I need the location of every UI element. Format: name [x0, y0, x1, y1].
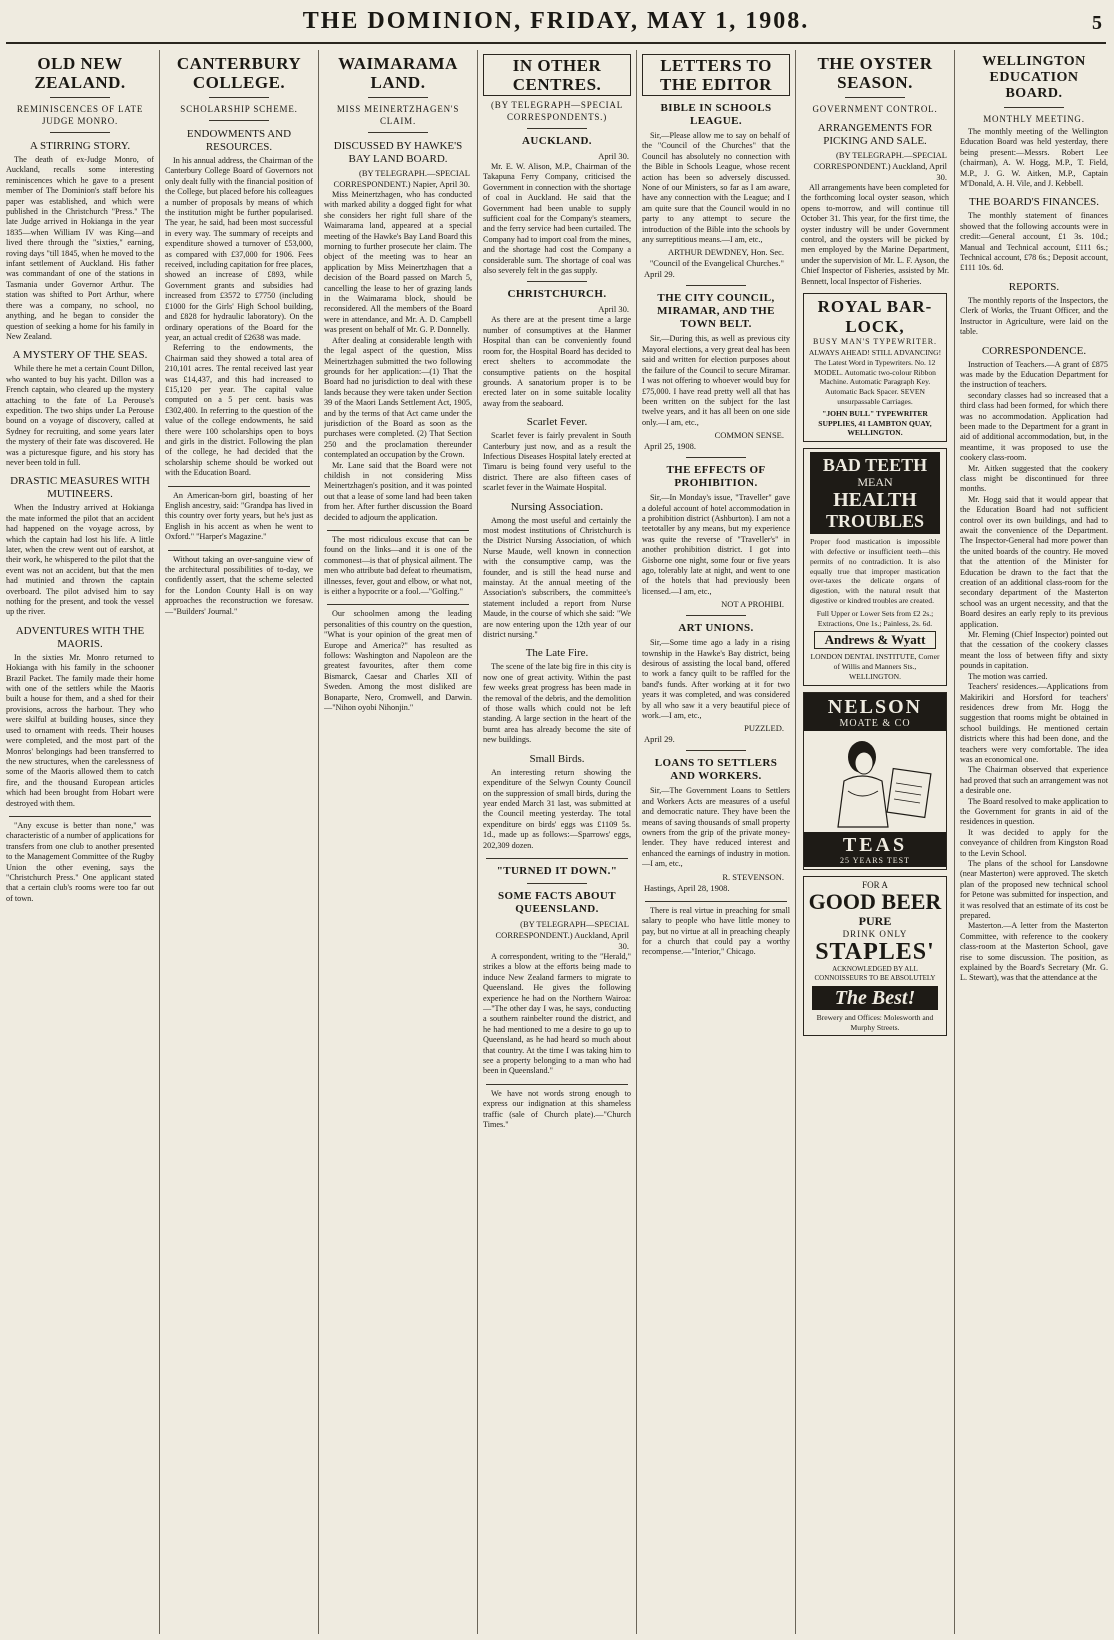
column-old-new-zealand: [6, 50, 154, 1634]
reading-woman-illustration: [804, 731, 949, 831]
article-body: The motion was carried.: [968, 671, 1048, 681]
ad-text: DRINK ONLY: [842, 928, 908, 939]
article-title: IN OTHER CENTRES.: [483, 54, 631, 96]
column-waimarama-land: [324, 50, 472, 1634]
column-rule: [477, 50, 478, 1634]
ad-body: ALWAYS AHEAD! STILL ADVANCING! The Latest Word in Typewriters. No. 12 MODEL. Automatic two-colour Ribbon Machine. Automatic Paragraph Key. Automatic Back Spacer. SEVEN unsurpassable Carriages.: [808, 348, 942, 407]
article-body: Without taking an over-sanguine view of the architectural possibilities of to-day, we confidently assert, that the scheme selected for the London County Hall is on way approaches the reconstruction we foresaw.—"Builders' Journal.": [165, 554, 313, 616]
article-body: In his annual address, the Chairman of the Canterbury College Board of Governors not only dealt fully with the financial position of the College, but placed before his colleagues a number of proposals by means of which the institution might be further popularised. The year, he said, had been most successful in every way. The summary of receipts and expenditure showed a turnover of £53,000, as compared with £37,000 for 1906. Fees received, including capitation for free places, showed an increase of £893, while Government grants and subsidies had increased from £3572 to £7750 (including £1000 for the Girls' High School building, and £828 for hydraulic laboratory). On the ordinary operations of the Board for the year, an actual credit of £2638 was made.: [165, 156, 313, 342]
ad-firm-name: Andrews & Wyatt: [814, 631, 936, 649]
letter-heading: LOANS TO SETTLERS AND WORKERS.: [654, 757, 778, 783]
ad-nelson-moate-teas: [803, 692, 947, 870]
ad-text: PURE: [858, 913, 892, 928]
article-title: WELLINGTON EDUCATION BOARD.: [982, 54, 1086, 101]
divider: [686, 615, 745, 616]
article-body: The plans of the school for Lansdowne (near Masterton) were approved. The sketch plan of the proposed new technical school for Petone was submitted for inspection, and it was resolved that an estimate of its cost be prepared.: [960, 859, 1108, 921]
ad-headline: HEALTH: [833, 489, 917, 512]
article-body: It was decided to apply for the conveyance of children from Kingston Road to the Levin School.: [960, 827, 1108, 858]
ad-body: Proper food mastication is impossible with defective or insufficient teeth—this permits of no contradiction. It is also equally true that improper mastication over-taxes the delicate organs of digestion, with the natural result that digestive or kindred troubles are created.: [810, 537, 940, 606]
column-canterbury-college: [165, 50, 313, 1634]
article-title: LETTERS TO THE EDITOR: [642, 54, 790, 96]
divider: [168, 550, 310, 551]
article-body: The death of ex-Judge Monro, of Auckland, recalls some interesting reminiscences which he gave to a present member of The Dominion's staff before his paper was established, and which were published in the Christchurch "Press." The late Judge arrived in Hokianga in the year 1835—when William IV was King—and lived there through the "sixties," earning, roving days "till 1845, when he moved to the infant settlement of Auckland. His father was commandant of one of the stations in Tasmania under Governor Arthur. The station was shifted to Port Arthur, where there was a company, no school, no anything, and he began to consider the question of seeking a home for his family in New Zealand.: [6, 155, 154, 341]
section-heading: THE BOARD'S FINANCES.: [968, 196, 1100, 209]
article-body: Miss Meinertzhagen, who has conducted with marked ability a dogged fight for what she considers her right full share of the Waimarama land, appeared at a special meeting of the Hawke's Bay Land Board this morning to further prosecute her claim. The object of the meeting was to hear an application by Miss Meinertzhagen that a decision of the Board passed on March 5, cancelling the lease to her of grazing lands in the Waimarama block, should be reconsidered. All the members of the Board were in attendance, and Mr. A. D. Campbell was present on behalf of Mr. G. P. Donnelly.: [324, 190, 472, 335]
section-heading: REPORTS.: [1008, 280, 1060, 293]
section-heading: DISCUSSED BY HAWKE'S BAY LAND BOARD.: [333, 140, 463, 165]
ad-headline: TEAS: [842, 833, 908, 856]
dateline: April 30.: [598, 151, 629, 161]
dateline: (BY TELEGRAPH.—SPECIAL CORRESPONDENT.) Napier, April 30.: [333, 168, 470, 189]
ad-bad-teeth: [803, 448, 947, 686]
section-heading: ENDOWMENTS AND RESOURCES.: [186, 128, 292, 153]
article-subtitle: GOVERNMENT CONTROL.: [812, 104, 938, 114]
ad-headline: MOATE & CO: [839, 717, 911, 729]
letter-body: Sir,—During this, as well as previous city Mayoral elections, a very great deal has been said and written for election purposes about the failure of the Council to secure Miramar. I was not offering to whoever would buy for £75,000. I have read pretty well all that has been written on the subject for the last twelve years, and it has all been on one side only.—I am, etc.,: [642, 334, 790, 427]
article-body: While there he met a certain Count Dillon, who wanted to buy his yacht. Dillon was a French captain, who cleared up the mystery attaching to the fate of La Perouse's expedition. The two ships under La Perouse bound on a voyage of discovery, called at Sydney for recruiting, and some years later the mystery of their fate was discovered. He was a picturesque figure, and his story has never been told in full.: [6, 364, 154, 467]
divider: [686, 457, 745, 458]
article-body: Mr. Aitken suggested that the cookery class might be discontinued for three months.: [960, 463, 1108, 494]
ad-headline: BAD TEETH: [822, 455, 928, 476]
article-body: All arrangements have been completed for the forthcoming local oyster season, which opens to-morrow, and will continue till October 31. This year, for the first time, the oyster industry will be under Government control, and the oysters will be picked by men employed by the Marine Department, under the supervision of Mr. L. F. Ayson, the Chief Inspector of Fisheries, assisted by Mr. Bennett, local Inspector of Fisheries.: [801, 183, 949, 286]
dateline: (BY TELEGRAPH.—SPECIAL CORRESPONDENT.) Auckland, April 30.: [813, 150, 947, 182]
article-body: An American-born girl, boasting of her English ancestry, said: "Grandpa has lived in this country over forty years, but he's just as English in his accent as when he went to Oxford." "Harper's Magazine.": [165, 490, 313, 542]
divider: [486, 1084, 628, 1085]
ad-royal-bar-lock: [803, 293, 947, 442]
section-heading: DRASTIC MEASURES WITH MUTINEERS.: [10, 475, 150, 501]
ad-headline: ROYAL BAR-LOCK,: [817, 297, 933, 337]
divider: [845, 97, 904, 98]
divider: [327, 604, 469, 605]
article-title: THE OYSTER SEASON.: [817, 54, 933, 92]
ad-address: Brewery and Offices: Molesworth and Murphy Streets.: [816, 1012, 934, 1032]
letter-signature: PUZZLED.: [744, 723, 784, 734]
article-body: The monthly reports of the Inspectors, the Clerk of Works, the Truant Officer, and the Instructor in Agriculture, were laid on the table.: [960, 295, 1108, 337]
divider: [368, 132, 427, 133]
section-heading: The Late Fire.: [525, 647, 589, 660]
column-in-other-centres: [483, 50, 631, 1634]
divider: [50, 132, 109, 133]
city-heading: CHRISTCHURCH.: [507, 288, 607, 301]
letter-signature: NOT A PROHIBI.: [721, 599, 784, 610]
letter-date: April 29.: [644, 734, 675, 745]
ad-footer: "JOHN BULL" TYPEWRITER SUPPLIES, 41 LAMBTON QUAY, WELLINGTON.: [818, 408, 932, 438]
letter-body: Sir,—Some time ago a lady in a rising township in the Hawke's Bay district, being desirous of assisting the local band, offered to work a fancy quilt to be raffled for the band's funds. After working at it for two years it was completed, and was considered by all who saw it a very beautiful piece of work.—I am, etc.,: [642, 638, 790, 721]
article-subtitle: (BY TELEGRAPH—SPECIAL CORRESPONDENTS.): [490, 100, 624, 122]
article-title: SOME FACTS ABOUT QUEENSLAND.: [497, 889, 617, 915]
divider: [209, 97, 268, 98]
article-body: An interesting return showing the expenditure of the Selwyn County Council on the suppression of small birds, during the year ended March 31 last, was submitted at the Council meeting yesterday. The total expenditure on birds' eggs was £1109 5s. 1d., made up as follows:—Sparrows' eggs, 202,309 dozen.: [483, 767, 631, 850]
divider: [527, 883, 586, 884]
article-body: When the Industry arrived at Hokianga the mate informed the pilot that an accident had happened on the voyage across, by which the captain had lost his life. A little later, when the crew went out of earshot, at their work, he whispered to the pilot that the event was not an accident, but that the men had mutinied and thrown the captain overboard. The pilot advised him to say nothing for the present, and took the vessel up the river.: [6, 503, 154, 617]
ad-text: ACKNOWLEDGED BY ALL CONNOISSEURS TO BE ABSOLUTELY: [814, 964, 936, 982]
article-body: Mr. Fleming (Chief Inspector) pointed out that the cessation of the cookery classes meant the loss of between fifty and sixty pounds in capitation.: [960, 630, 1108, 671]
section-heading: A STIRRING STORY.: [29, 140, 131, 152]
divider: [686, 285, 745, 286]
city-heading: AUCKLAND.: [522, 135, 592, 147]
article-body: The most ridiculous excuse that can be found on the links—and it is one of the commonest—is that of physical ailment. The men who attribute bad defeat to rheumatism, illnesses, fever, gout and elbow, or what not, is either a hypocrite or a fool.—"Golfing.": [324, 535, 472, 597]
ad-headline: MEAN: [857, 475, 893, 490]
article-body: Mr. E. W. Alison, M.P., Chairman of the Takapuna Ferry Company, criticised the Government in connection with the shortage of coal in Auckland. He said that the Government had been unable to supply sufficient coal for the Company's steamers, and the ferry service had been curtailed. The Company had to import coal from the mines, and the shortage had cost the Company a considerable sum. The shortage of coal was also severely felt in the gas supply.: [483, 162, 631, 276]
article-body: Masterton.—A letter from the Masterton Committee, with reference to the cookery class-room at the Masterton School, gave rise to some discussion. The position, as explained by the Board's Secretary (Mr. G. L. Stewart), was that the attendance at the: [960, 921, 1108, 983]
article-body: The monthly statement of finances showed that the following accounts were in credit:—General account, £1 3s. 10d.; Manual and Technical account, £111 6s.; Technical account, £78 6s.; Deposit account, £111 10s. 6d.: [960, 211, 1108, 273]
ad-banner: [804, 693, 946, 731]
letter-heading: THE CITY COUNCIL, MIRAMAR, AND THE TOWN BELT.: [657, 292, 775, 331]
page-number: 5: [1092, 12, 1102, 34]
ad-address: LONDON DENTAL INSTITUTE, Corner of Willis and Manners Sts., WELLINGTON.: [810, 652, 940, 681]
divider: [645, 901, 787, 902]
article-title: CANTERBURY COLLEGE.: [176, 54, 302, 92]
section-heading: Nursing Association.: [510, 500, 604, 513]
section-heading: ARRANGEMENTS FOR PICKING AND SALE.: [817, 122, 933, 147]
ad-headline: GOOD BEER: [808, 888, 942, 914]
article-body: secondary classes had so increased that a third class had been formed, for which there was no accommodation. Application had been made to the Department for a grant in aid of additional accommodation, but, in the meantime, it was proposed to use the cookery class-room.: [960, 390, 1108, 463]
article-body: The monthly meeting of the Wellington Education Board was held yesterday, there being present:—Messrs. Robert Lee (chairman), A. W. Hogg, M.P., T. Field, M.P., J. G. W. Aitken, M.P., Captain M'Donald, A. H. Vile, and J. Kebbell.: [960, 127, 1108, 189]
letter-body: Sir,—Please allow me to say on behalf of the "Council of the Churches" that the Council has absolutely no connection with the Bible in Schools League, whose recent action has been so adversely discussed. None of our Ministers, so far as I am aware, have any connection with the League; and I am quite sure that the Council would in no party to any attempt to secure the introduction of the Bible into the schools by any surreptitious means.—I am, etc.,: [642, 131, 790, 245]
article-title: WAIMARAMA LAND.: [338, 54, 458, 92]
dateline: April 30.: [598, 304, 629, 315]
letter-body: Sir,—The Government Loans to Settlers and Workers Acts are measures of a useful and democratic nature. They have been the means of saving thousands of small property owners from the grip of the private money-lender. They have reduced interest and enhanced the earnings of industry in motion.—I am, etc.,: [642, 786, 790, 869]
ad-headline: TROUBLES: [825, 511, 925, 532]
letter-date: April 29.: [644, 269, 675, 280]
ad-headline: NELSON: [827, 695, 923, 718]
article-body: "Any excuse is better than none," was characteristic of a number of applications for transfers from one club to another presented to the Management Committee of the Rugby Union the other evening, says the "Christchurch Press." One applicant stated that a certain club's rooms were too far out of town.: [6, 820, 154, 903]
ad-text: FOR A: [862, 879, 888, 890]
section-heading: CORRESPONDENCE.: [981, 344, 1087, 357]
divider: [686, 750, 745, 751]
ad-banner: [804, 832, 946, 867]
article-body: After dealing at considerable length with the legal aspect of the question, Miss Meinertzhagen submitted the two following grounds for her application:—(1) That the Board had no jurisdiction to deal with these lands because they were taken under Section 39 of the Maori Lands Settlement Act, 1905, and by the terms of that Act came under the jurisdiction of the Board as soon as the purchases were completed. (2) That Section 250 and the proclamation thereunder contemplated an occupation by the Crown.: [324, 335, 472, 460]
letter-heading: BIBLE IN SCHOOLS LEAGUE.: [660, 102, 772, 127]
article-body: Scarlet fever is fairly prevalent in South Canterbury just now, and as a result the Infectious Diseases Hospital lately erected at Timaru is being found very useful to the district. There are also fifteen cases of scarlet fever in the Waimate Hospital.: [483, 431, 631, 493]
column-oyster-season: [801, 50, 949, 1634]
letter-body: Sir,—In Monday's issue, "Traveller" gave a doleful account of hotel accommodation in a prohibition district (Ashburton). I am not a teetotaller by any means, but my experience was quite the reverse of "Traveller's" in another prohibition district. I got into Gisborne one night, some four or five years ago, tolerably late at night, and went to one of the hotels that had previously been licensed.—I am, etc.,: [642, 493, 790, 596]
article-body: The Board resolved to make application to the Government for grants in aid of the residences in question.: [960, 796, 1108, 827]
article-body: The scene of the late big fire in this city is now one of great activity. Within the past few weeks great progress has been made in the removal of the debris, and the demolition of those walls which could not be left standing. A large section in the heart of the burnt area has already become the site of new buildings.: [483, 662, 631, 745]
article-body: Our schoolmen among the leading personalities of this country on the question, "What is your opinion of the great men of Europe and America?" has resulted as follows: Washington and Napoleon are the greatest favourites, after them come Bismarck, Caesar and Charles XII of Sweden. Among the most disliked are Bonaparte, Nero, Cromwell, and Darwin.—"Nihon oyobi Nihonjin.": [324, 609, 472, 713]
ad-tagline: 25 YEARS TEST: [840, 855, 910, 865]
column-rule: [795, 50, 796, 1634]
article-subtitle: MONTHLY MEETING.: [983, 114, 1085, 124]
letter-date: Hastings, April 28, 1908.: [644, 882, 730, 893]
section-heading: A MYSTERY OF THE SEAS.: [12, 349, 148, 362]
article-body: Instruction of Teachers.—A grant of £875 was made by the Education Department for the instruction of teachers.: [960, 359, 1108, 390]
divider: [486, 858, 628, 859]
article-title: OLD NEW ZEALAND.: [34, 54, 126, 92]
divider: [50, 97, 109, 98]
ad-brand: STAPLES': [815, 938, 935, 965]
letter-signature: COMMON SENSE.: [714, 430, 784, 441]
masthead: [6, 8, 1106, 44]
article-body: There is real virtue in preaching for small salary to people who have little money to pay, but no virtue at all in preaching cheaply for a church that could pay a worthy recompense.—"Interior," Chicago.: [642, 905, 790, 957]
letter-heading: THE EFFECTS OF PROHIBITION.: [666, 464, 766, 490]
article-body: The Chairman observed that experience had proved that such an arrangement was not a desirable one.: [960, 765, 1108, 796]
ad-slogan: The Best!: [812, 986, 938, 1010]
column-education-board: [960, 50, 1108, 1634]
column-rule: [954, 50, 955, 1634]
ad-staples-beer: [803, 876, 947, 1037]
column-rule: [636, 50, 637, 1634]
article-subtitle: REMINISCENCES OF LATE JUDGE MONRO.: [16, 104, 144, 126]
column-rule: [159, 50, 160, 1634]
article-body: Mr. Hogg said that it would appear that the Education Board had not sufficient control over its own buildings, and had to await the convenience of the Department. The Inspector-General had more power than the united boards of the country. He moved that the attention of the Minister for Education be drawn to the fact that the creation of an additional class-room for the secondary department of the Masterton school was an urgent necessity, and that the Board desires an early reply to its previous application.: [960, 494, 1108, 629]
article-body: As there are at the present time a large number of consumptives at the Hanmer Hospital than can be conveniently found room for, the Hospital Board has decided to erect shelters to accommodate the consumptive patients on the hospital grounds. A sanatorium proper is to be erected later on in some suitable locality away from the seaboard.: [483, 315, 631, 408]
article-body: We have not words strong enough to express our indignation at this shameless traffic (sale of Church plate).—"Church Times.": [483, 1088, 631, 1130]
article-body: Mr. Lane said that the Board were not childish in not considering Miss Meinertzhagen's position, and it was pointed out that a lease of some land had been taken from her. After further discussion the Board decided to adjourn the application.: [324, 460, 472, 522]
article-subtitle: MISS MEINERTZHAGEN'S CLAIM.: [336, 104, 460, 126]
article-body: Among the most useful and certainly the most modest institutions of Christchurch is the District Nursing Association, of which Nurse Maude, well known in connection with the consumptive camp, was the founder, and is still the head nurse and mainstay. At the annual meeting of the Association's subscribers, the committee's statement included a report from Nurse Maude, in the course of which she said: "We are now entering upon the 12th year of our district nursing.": [483, 515, 631, 640]
letter-heading: ART UNIONS.: [678, 622, 754, 635]
letter-date: April 25, 1908.: [644, 441, 696, 452]
column-letters-to-editor: [642, 50, 790, 1634]
article-body: In the sixties Mr. Monro returned to Hokianga with his family in the schooner Brazil Packet. The family made their home with one of the settlers while the Maoris built a house for them, and a shed for their provisions, across the harbour. They who were skilful at building houses, since they used to ornament with reeds. Their houses were completed, and the most part of the Monros' belongings had been transferred to the new structures, when the carelessness of some of the Maoris allowed them to catch fire, and the thousand European articles which had been brought from Hobart were destroyed with them.: [6, 652, 154, 808]
article-title: "TURNED IT DOWN.": [496, 864, 618, 877]
divider: [368, 97, 427, 98]
divider: [209, 120, 268, 121]
divider: [9, 816, 151, 817]
divider: [1004, 107, 1063, 108]
divider: [527, 128, 586, 129]
ad-prices: Full Upper or Lower Sets from £2 2s.; Extractions, One 1s.; Painless, 2s. 6d.: [816, 608, 934, 628]
section-heading: Small Birds.: [529, 752, 585, 765]
letter-signature: R. STEVENSON.: [722, 871, 784, 882]
divider: [168, 486, 310, 487]
section-heading: Scarlet Fever.: [526, 416, 588, 429]
letter-signature: ARTHUR DEWDNEY, Hon. Sec. "Council of the Evangelical Churches.": [649, 247, 784, 269]
article-body: Teachers' residences.—Applications from Makirikiri and Horsford for teachers' residences drew from Mr. Hogg the suggestion that rooms might be obtained in school buildings. He mentioned certain districts where this had been done, and the teachers were very comfortable. The idea was an economical one.: [960, 682, 1108, 764]
masthead-title: THE DOMINION, FRIDAY, MAY 1, 1908.: [302, 8, 810, 34]
article-subtitle: SCHOLARSHIP SCHEME.: [180, 104, 298, 114]
divider: [527, 281, 586, 282]
divider: [327, 530, 469, 531]
dateline: (BY TELEGRAPH—SPECIAL CORRESPONDENT.) Auckland, April 30.: [495, 918, 629, 951]
column-rule: [318, 50, 319, 1634]
ad-tagline: BUSY MAN'S TYPEWRITER.: [812, 337, 938, 347]
article-body: A correspondent, writing to the "Herald," strikes a blow at the efforts being made to induce New Zealand farmers to migrate to Queensland. He gives the following experience he had on the Northern Wairoa:—"The other day I was, he says, conducting a southern rainbelter round the district, and he had mentioned to me a desire to go up to Queensland, as he had heard so much about that country. At the time I was taking him to see a property belonging to a man who had been in Queensland.": [483, 951, 631, 1076]
section-heading: ADVENTURES WITH THE MAORIS.: [15, 624, 145, 650]
article-body: Referring to the endowments, the Chairman said they showed a total area of 210,101 acres. The rental received last year was £14,437, and this had increased to £15,120 per year. The capital value computed on a 5 per cent. basis was £302,400. In referring to the question of the value of the college endowments, he said there were 100 scholarships open to boys and girls in the district. Following the plan of the college, he had decided that the scholarship scheme should be worked out with the Education Board.: [165, 343, 313, 478]
